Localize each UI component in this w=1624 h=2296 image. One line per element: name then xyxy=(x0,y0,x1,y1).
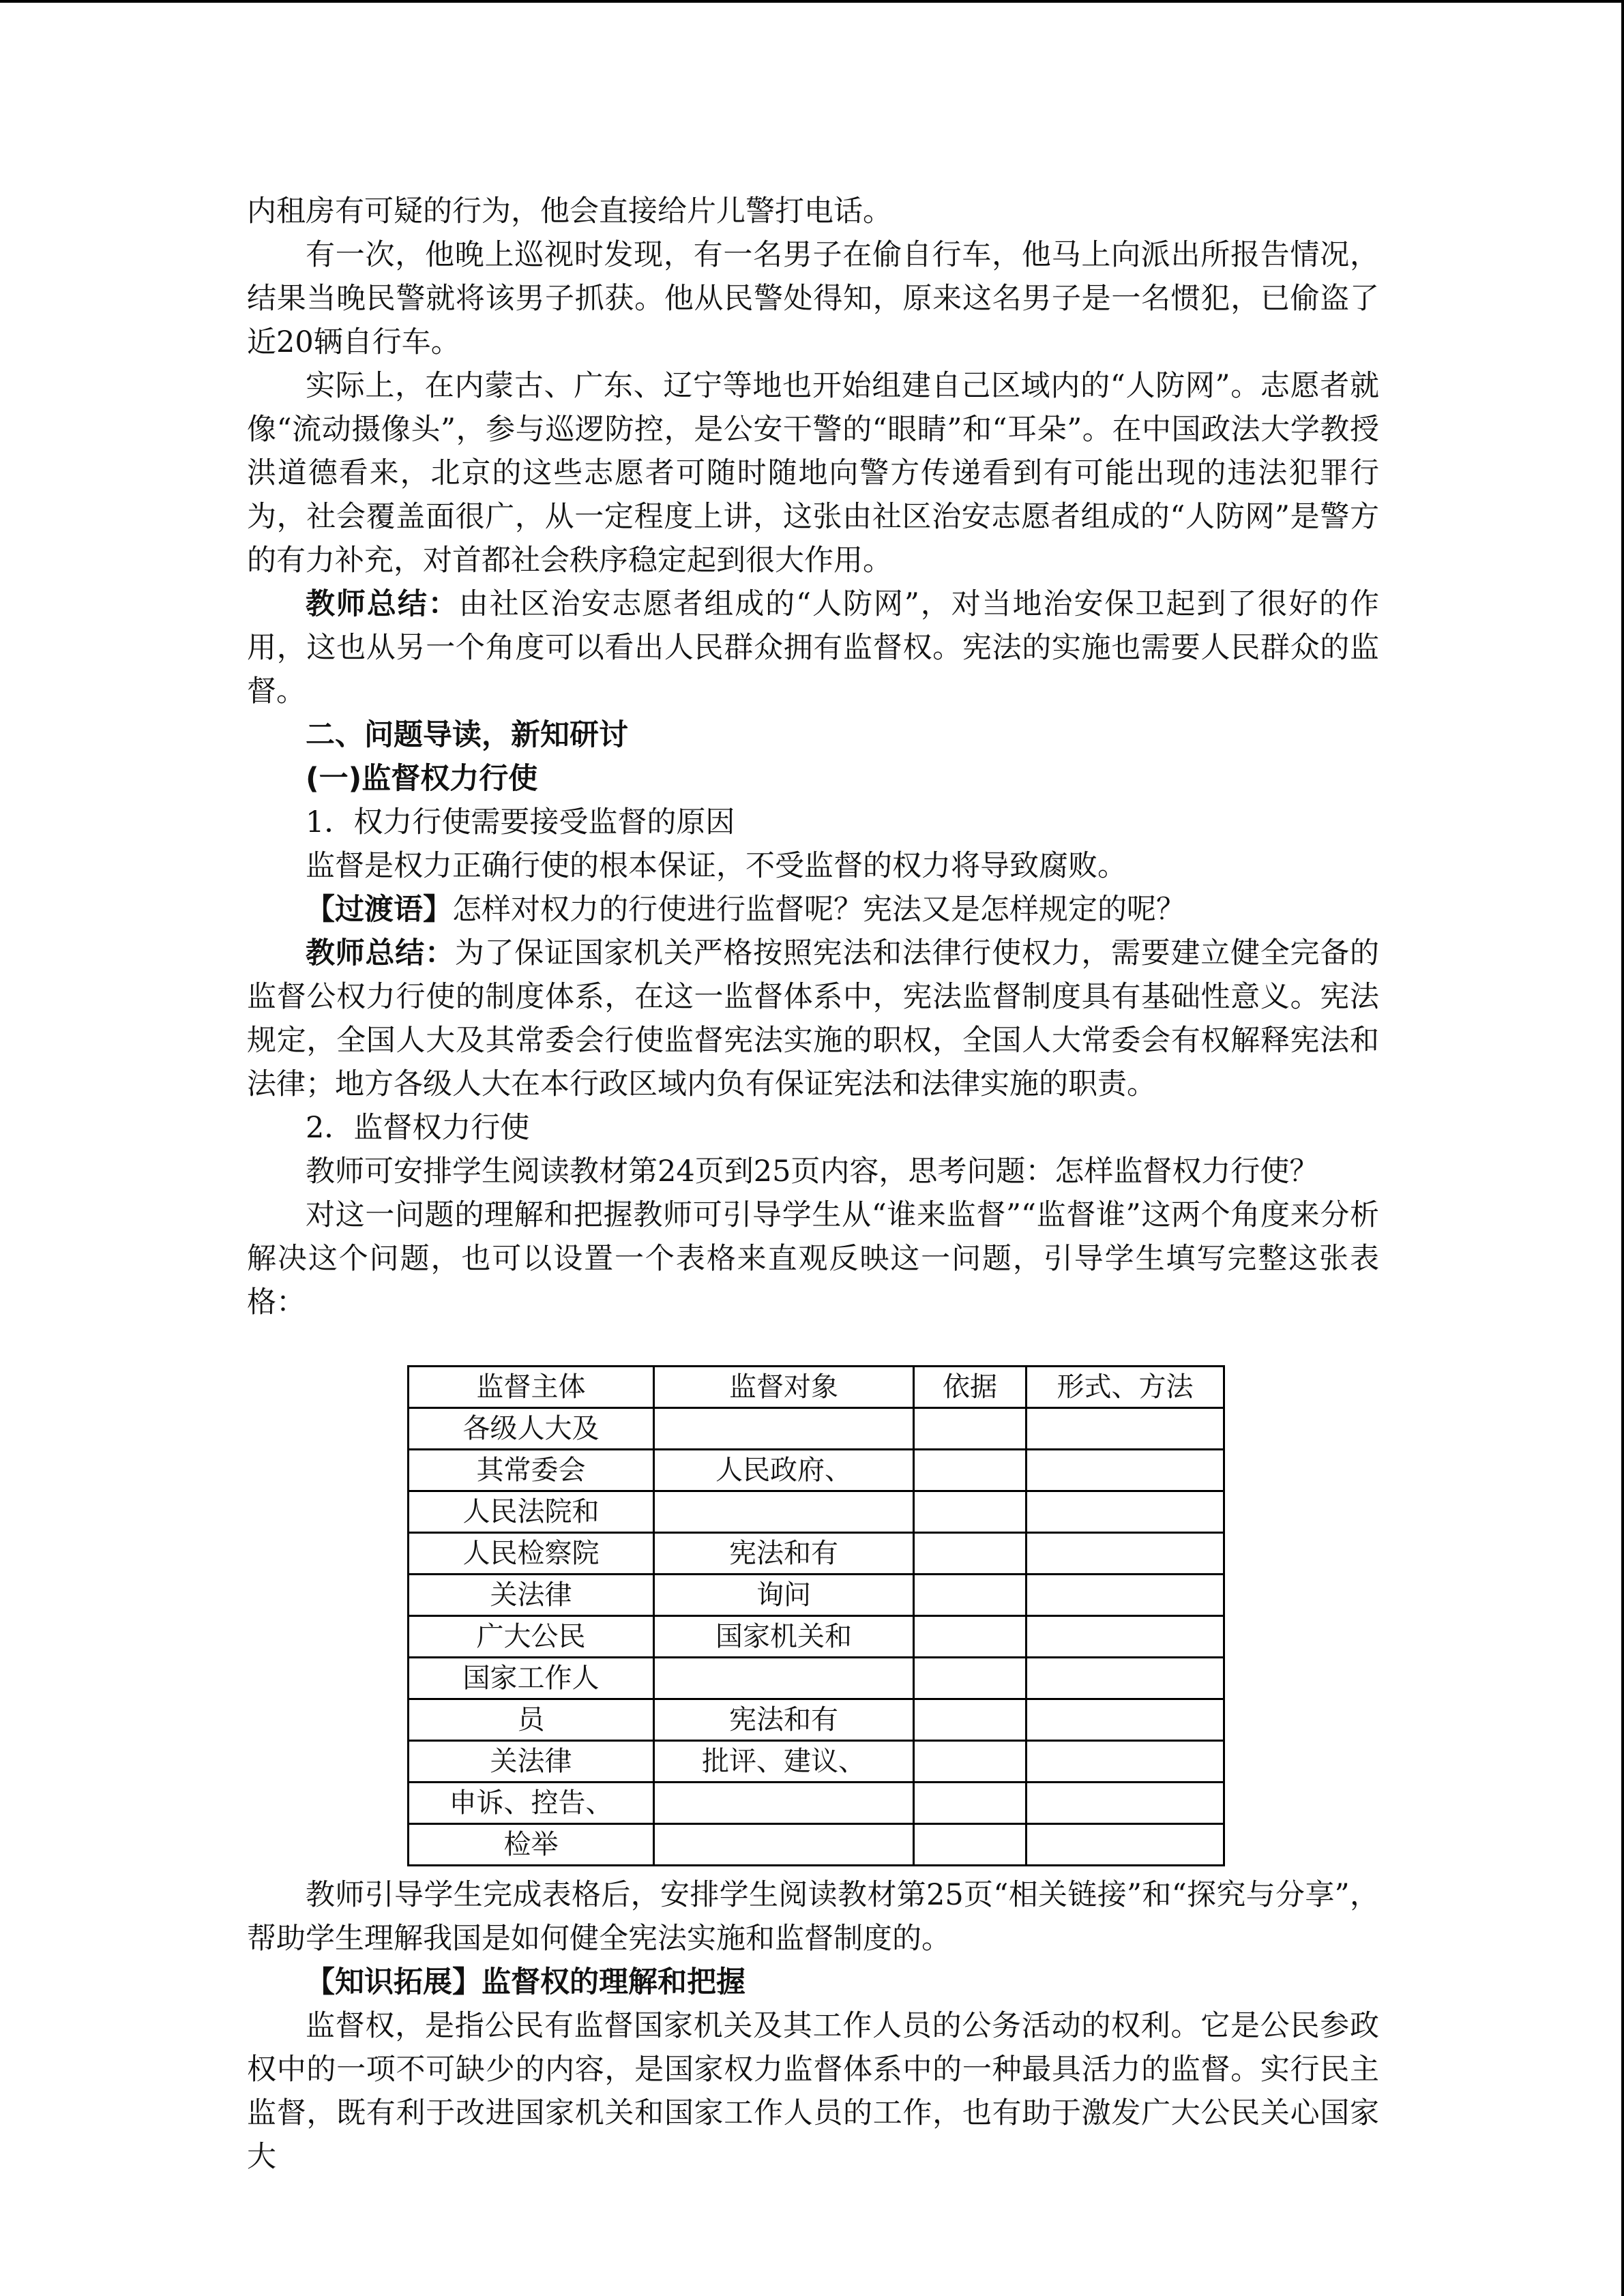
table-cell xyxy=(654,1658,914,1699)
table-cell: 批评、建议、 xyxy=(654,1741,914,1783)
table-cell: 员 xyxy=(409,1699,654,1741)
paragraph-text: 内租房有可疑的行为，他会直接给片儿警打电话。 xyxy=(247,194,892,228)
point-2-heading: 2．监督权力行使 xyxy=(306,1111,530,1145)
table-cell xyxy=(914,1658,1027,1699)
table-cell xyxy=(654,1783,914,1824)
table-cell xyxy=(914,1699,1027,1741)
summary-text: 为了保证国家机关严格按照宪法和法律行使权力，需要建立健全完备的监督公权力行使的制度体系，在这一监督体系中，宪法监督制度具有基础性意义。宪法规定，全国人大及其常委会行使监督宪法实施的职权，全国人大常委会有权解释宪法和法律；地方各级人大在本行政区域内负有保证宪法和法律实施的职责。 xyxy=(247,936,1380,1101)
table-row xyxy=(409,1741,1224,1783)
subsection-heading: (一)监督权力行使 xyxy=(306,762,538,796)
table-row xyxy=(409,1450,1224,1491)
table-row xyxy=(409,1658,1224,1699)
supervision-table xyxy=(407,1365,1225,1866)
table-cell xyxy=(1027,1575,1224,1616)
table-cell: 各级人大及 xyxy=(409,1408,654,1450)
table-cell: 申诉、控告、 xyxy=(409,1783,654,1824)
table-cell: 人民法院和 xyxy=(409,1491,654,1533)
transition-lead: 【过渡语】 xyxy=(306,893,452,927)
table-cell xyxy=(654,1824,914,1866)
table-cell xyxy=(914,1616,1027,1658)
table-cell: 国家机关和 xyxy=(654,1616,914,1658)
paragraph-3 xyxy=(247,364,1379,582)
table-cell xyxy=(914,1575,1027,1616)
point-1-heading: 1．权力行使需要接受监督的原因 xyxy=(306,805,735,839)
paragraph-1 xyxy=(247,190,1379,233)
table-cell: 宪法和有 xyxy=(654,1699,914,1741)
table-cell xyxy=(1027,1783,1224,1824)
table-row xyxy=(409,1699,1224,1741)
table-cell xyxy=(1027,1491,1224,1533)
table-row xyxy=(409,1783,1224,1824)
intro-paragraphs xyxy=(247,190,1379,713)
table-header-cell: 形式、方法 xyxy=(1027,1367,1224,1408)
table-header-row xyxy=(409,1367,1224,1408)
paragraph-text: 由社区治安志愿者组成的“人防网”，对当地治安保卫起到了很好的作用，这也从另一个角度可以看出人民群众拥有监督权。宪法的实施也需要人民群众的监督。 xyxy=(247,587,1379,709)
table-row xyxy=(409,1616,1224,1658)
table-cell xyxy=(914,1824,1027,1866)
table-cell: 宪法和有 xyxy=(654,1533,914,1575)
table-cell: 关法律 xyxy=(409,1741,654,1783)
table-row xyxy=(409,1533,1224,1575)
table-body xyxy=(409,1408,1224,1866)
table-cell xyxy=(1027,1824,1224,1866)
after-table-paragraph: 教师引导学生完成表格后，安排学生阅读教材第25页“相关链接”和“探究与分享”，帮助学生理解我国是如何健全宪法实施和监督制度的。 xyxy=(247,1878,1379,1956)
table-cell xyxy=(654,1408,914,1450)
summary-paragraph xyxy=(247,931,1379,1106)
paragraph-text: 有一次，他晚上巡视时发现，有一名男子在偷自行车，他马上向派出所报告情况，结果当晚民警就将该男子抓获。他从民警处得知，原来这名男子是一名惯犯，已偷盗了近20辆自行车。 xyxy=(247,238,1379,359)
table-row xyxy=(409,1408,1224,1450)
table-cell xyxy=(1027,1699,1224,1741)
table-cell xyxy=(914,1741,1027,1783)
paragraph-lead: 教师总结： xyxy=(306,587,459,621)
table-cell: 关法律 xyxy=(409,1575,654,1616)
knowledge-paragraph: 监督权，是指公民有监督国家机关及其工作人员的公务活动的权利。它是公民参政权中的一项不可缺少的内容，是国家权力监督体系中的一种最具活力的监督。实行民主监督，既有利于改进国家机关和国家工作人员的工作，也有助于激发广大公民关心国家大 xyxy=(247,2009,1379,2174)
table-row xyxy=(409,1575,1224,1616)
table-cell xyxy=(1027,1533,1224,1575)
table-cell: 人民政府、 xyxy=(654,1450,914,1491)
point-1-text: 监督是权力正确行使的根本保证，不受监督的权力将导致腐败。 xyxy=(306,849,1127,883)
table-cell: 人民检察院 xyxy=(409,1533,654,1575)
point-2-text-2: 对这一问题的理解和把握教师可引导学生从“谁来监督”“监督谁”这两个角度来分析解决这个问题，也可以设置一个表格来直观反映这一问题，引导学生填写完整这张表格： xyxy=(247,1198,1379,1320)
page-right-border xyxy=(1621,0,1624,2296)
section-heading: 二、问题导读，新知研讨 xyxy=(306,718,628,752)
paragraph-2 xyxy=(247,233,1379,364)
table-cell: 国家工作人 xyxy=(409,1658,654,1699)
table-cell xyxy=(1027,1450,1224,1491)
table-cell: 检举 xyxy=(409,1824,654,1866)
transition-text: 怎样对权力的行使进行监督呢？宪法又是怎样规定的呢？ xyxy=(452,893,1185,927)
table-header-cell: 监督对象 xyxy=(654,1367,914,1408)
table-cell xyxy=(914,1450,1027,1491)
table-header-cell: 监督主体 xyxy=(409,1367,654,1408)
table-row xyxy=(409,1824,1224,1866)
table-cell xyxy=(1027,1616,1224,1658)
table-cell: 广大公民 xyxy=(409,1616,654,1658)
transition-paragraph xyxy=(247,888,1379,931)
table-cell: 询问 xyxy=(654,1575,914,1616)
knowledge-heading: 【知识拓展】监督权的理解和把握 xyxy=(306,1965,745,1999)
point-2-text-1: 教师可安排学生阅读教材第24页到25页内容，思考问题：怎样监督权力行使？ xyxy=(306,1154,1319,1189)
paragraph-4 xyxy=(247,582,1379,713)
table-header-cell: 依据 xyxy=(914,1367,1027,1408)
table-cell xyxy=(1027,1741,1224,1783)
table-cell xyxy=(914,1408,1027,1450)
table-cell xyxy=(1027,1658,1224,1699)
page-top-border xyxy=(0,0,1624,3)
table-cell xyxy=(1027,1408,1224,1450)
summary-lead: 教师总结： xyxy=(306,936,455,970)
table-cell xyxy=(914,1533,1027,1575)
table-cell xyxy=(914,1491,1027,1533)
table-cell xyxy=(914,1783,1027,1824)
supervision-table-wrapper xyxy=(247,1324,1379,1866)
table-row xyxy=(409,1491,1224,1533)
table-cell: 其常委会 xyxy=(409,1450,654,1491)
document-page xyxy=(247,190,1379,2179)
paragraph-text: 实际上，在内蒙古、广东、辽宁等地也开始组建自己区域内的“人防网”。志愿者就像“流动摄像头”，参与巡逻防控，是公安干警的“眼睛”和“耳朵”。在中国政法大学教授洪道德看来，北京的这些志愿者可随时随地向警方传递看到有可能出现的违法犯罪行为，社会覆盖面很广，从一定程度上讲，这张由社区治安志愿者组成的“人防网”是警方的有力补充，对首都社会秩序稳定起到很大作用。 xyxy=(247,369,1379,578)
table-cell xyxy=(654,1491,914,1533)
